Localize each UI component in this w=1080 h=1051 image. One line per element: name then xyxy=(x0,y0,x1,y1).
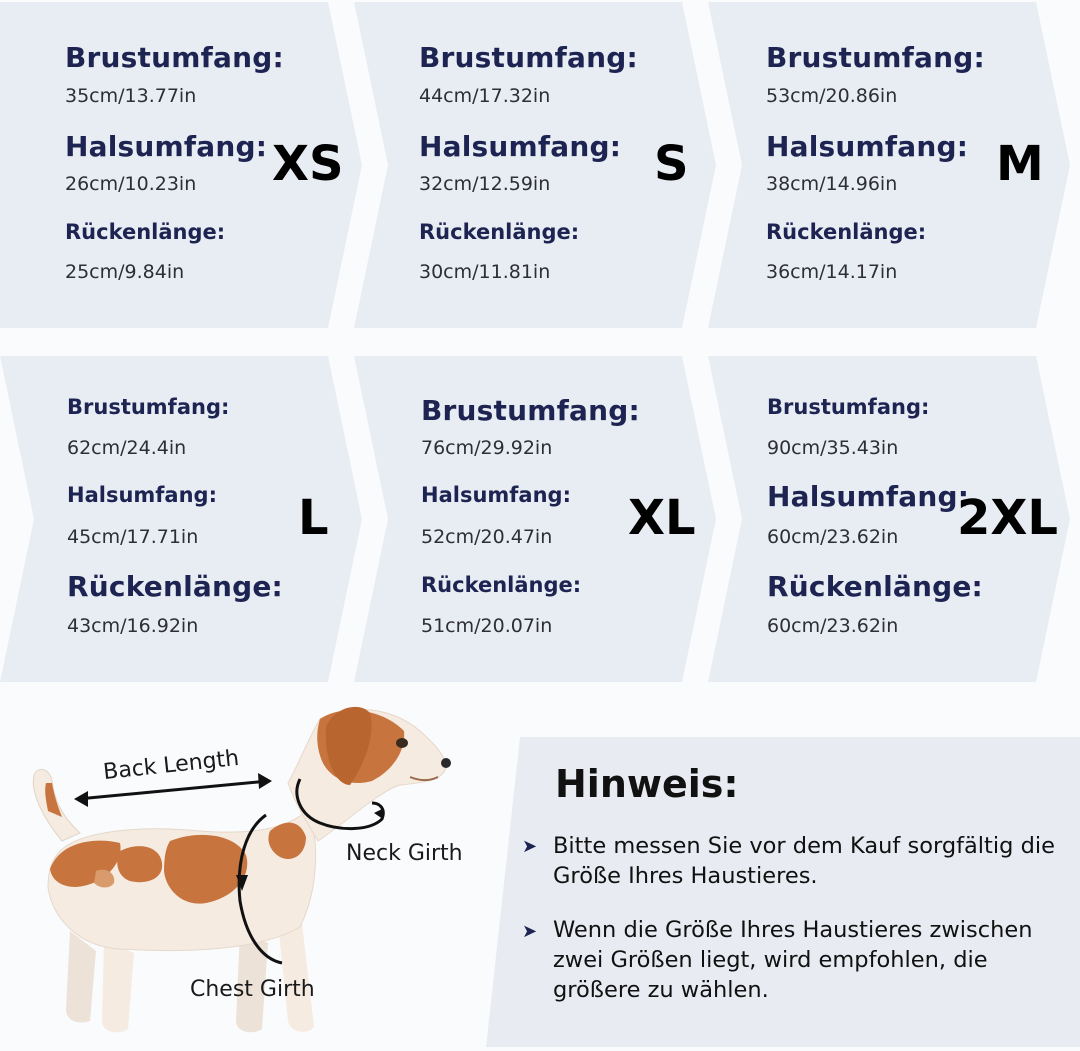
note-item: Bitte messen Sie vor dem Kauf sorgfältig die Größe Ihres Haustieres. xyxy=(553,833,1055,889)
back-value: 25cm/9.84in xyxy=(65,261,185,283)
back-label: Rückenlänge: xyxy=(65,220,226,244)
back-label: Rückenlänge: xyxy=(421,573,582,597)
back-length-label: Back Length xyxy=(102,745,241,786)
back-label: Rückenlänge: xyxy=(67,570,283,603)
chest-label: Brustumfang: xyxy=(421,394,640,427)
neck-value: 38cm/14.96in xyxy=(766,173,898,195)
back-value: 36cm/14.17in xyxy=(766,261,898,283)
chest-value: 44cm/17.32in xyxy=(419,85,551,107)
note-title: Hinweis: xyxy=(555,762,739,806)
neck-value: 26cm/10.23in xyxy=(65,173,197,195)
size-label-l: L xyxy=(298,490,329,546)
back-label: Rückenlänge: xyxy=(767,570,983,603)
chest-label: Brustumfang: xyxy=(419,41,638,74)
chest-label: Brustumfang: xyxy=(766,41,985,74)
neck-label: Halsumfang: xyxy=(421,483,571,507)
chest-label: Brustumfang: xyxy=(65,41,284,74)
size-label-s: S xyxy=(654,136,689,192)
size-label-xl: XL xyxy=(628,490,696,546)
chest-value: 53cm/20.86in xyxy=(766,85,898,107)
note-item: Wenn die Größe Ihres Haustieres zwischen zwei Größen liegt, wird empfohlen, die größere zu wählen. xyxy=(553,917,1033,1003)
chest-value: 62cm/24.4in xyxy=(67,437,187,459)
back-value: 60cm/23.62in xyxy=(767,615,899,637)
back-value: 51cm/20.07in xyxy=(421,615,553,637)
neck-girth-label: Neck Girth xyxy=(346,841,463,866)
neck-label: Halsumfang: xyxy=(767,480,970,513)
chest-value: 76cm/29.92in xyxy=(421,437,553,459)
size-label-2xl: 2XL xyxy=(957,490,1058,546)
chest-value: 35cm/13.77in xyxy=(65,85,197,107)
size-label-xs: XS xyxy=(272,136,344,192)
neck-value: 60cm/23.62in xyxy=(767,526,899,548)
chest-value: 90cm/35.43in xyxy=(767,437,899,459)
back-value: 30cm/11.81in xyxy=(419,261,551,283)
chest-label: Brustumfang: xyxy=(67,395,230,419)
chest-label: Brustumfang: xyxy=(767,395,930,419)
neck-label: Halsumfang: xyxy=(67,483,217,507)
neck-value: 52cm/20.47in xyxy=(421,526,553,548)
neck-value: 45cm/17.71in xyxy=(67,526,199,548)
bullet-arrow-icon: ➤ xyxy=(522,836,538,857)
neck-label: Halsumfang: xyxy=(419,130,622,163)
back-label: Rückenlänge: xyxy=(766,220,927,244)
neck-label: Halsumfang: xyxy=(65,130,268,163)
chest-girth-label: Chest Girth xyxy=(190,977,315,1002)
bullet-arrow-icon: ➤ xyxy=(522,921,538,942)
neck-label: Halsumfang: xyxy=(766,130,969,163)
neck-value: 32cm/12.59in xyxy=(419,173,551,195)
back-label: Rückenlänge: xyxy=(419,220,580,244)
size-label-m: M xyxy=(996,136,1044,192)
back-value: 43cm/16.92in xyxy=(67,615,199,637)
